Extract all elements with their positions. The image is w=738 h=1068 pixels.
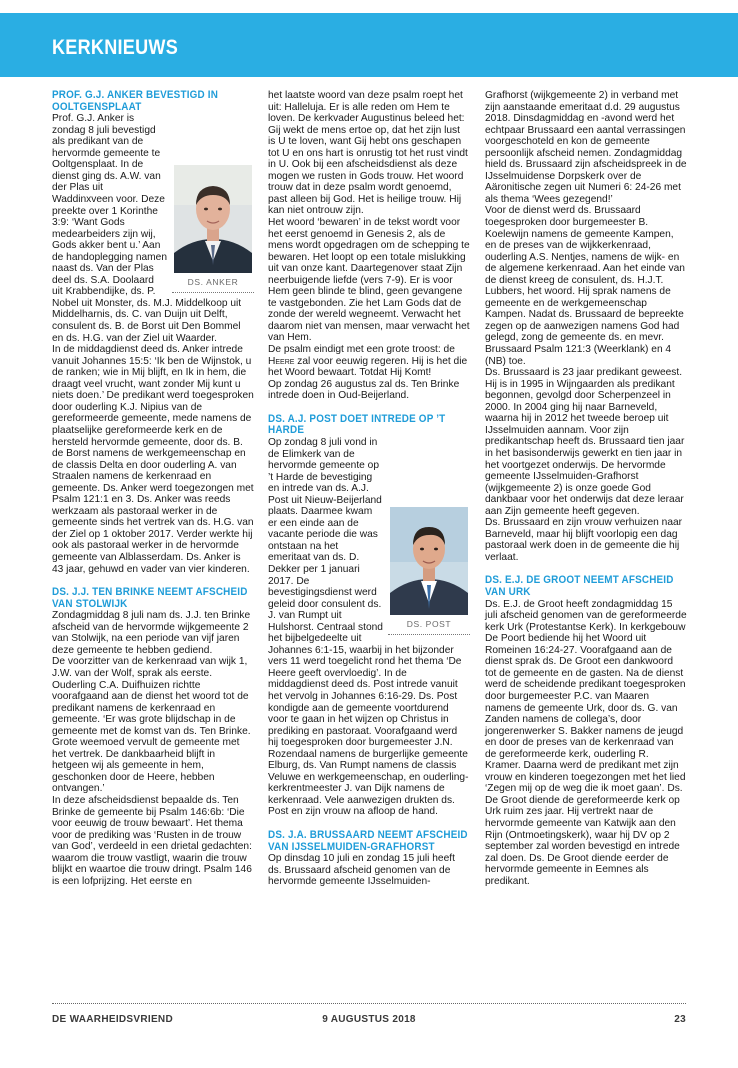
portrait-post-image [390, 507, 468, 615]
article-tenbrinke-paragraph-3b: het laatste woord van deze psalm roept het uit: Halleluja. Er is alle reden om Hem te loven. De kerkvader Augustinus beleed het: Gij wekt de mens ertoe op, dat het zijn lust is U te loven, want Gij hebt ons geschapen tot U en ons hart is onrustig tot het rust vindt in U. Ook bij een afscheidsdienst als deze mogen we rusten in Gods trouw. Het woord trouw dat in deze psalm wordt genoemd, past alleen bij God. Het is heilige trouw. Hij kan niet ontrouw zijn. [268, 90, 468, 217]
article-brussaard-paragraph-4: Ds. Brussaard en zijn vrouw verhuizen naar Barneveld, maar hij blijft voorlopig een dag pastoraal werk doen in de gemeente die hij verlaat. [485, 517, 683, 563]
photo-anker [172, 165, 254, 293]
article-brussaard-paragraph-1a: Op dinsdag 10 juli en zondag 15 juli heeft ds. Brussaard afscheid genomen van de hervormde gemeente IJsselmuiden- [268, 853, 455, 888]
article-tenbrinke-p5-start: De psalm eindigt met een grote troost: de [268, 344, 455, 356]
article-tenbrinke-heere: Heere [268, 355, 295, 367]
article-heading-degroot: DS. E.J. DE GROOT NEEMT AFSCHEID VAN URK [485, 574, 674, 599]
article-tenbrinke-paragraph-2: De voorzitter van de kerkenraad van wijk 1, J.W. van der Wolf, sprak als eerste. Ouderling C.A. Duifhuizen richtte voorafgaand aan de dienst het woord tot de predikant namens de kerkenraad en gemeente. ‘Er was grote blijdschap in de gemeente met de komst van ds. Ten Brinke. Grote weemoed vervult de gemeente met het vertrek. De dankbaarheid blijft in hetgeen wij als gemeente in hem, geschonken door de Heere, hebben ontvangen.’ [52, 656, 251, 795]
article-anker-paragraph-2: In de middagdienst deed ds. Anker intrede vanuit Johannes 15:5: ‘Ik ben de Wijnstok, u de ranken; wie in Mij blijft, en Ik in hem, die draagt veel vrucht, want zonder Mij kunt u niets doen.’ De predikant werd toegesproken door ouderling K.J. Nipius van de gereformeerde gemeente, mede namens de plaatselijke gereformeerde kerk en de hersteld hervormde gemeente, door ds. B. de Borst namens de werkgemeenschap en de classis Delta en door ouderling A. van Straalen namens de kerkenraad en gemeente. Ds. Anker werd toegezongen met Psalm 121:1 en 3. Ds. Anker was reeds werkzaam als pastoraal werker in de gemeente sinds het vertrek van ds. H.G. van der Ziel op 1 oktober 2017. Verder werkte hij ook als pastoraal werker in de hervormde gemeente van Alblasserdam. Ds. Anker is 43 jaar, gehuwd en vader van vier kinderen. [52, 344, 254, 575]
article-heading-post: DS. A.J. POST DOET INTREDE OP ’T HARDE [268, 412, 446, 437]
footer-magazine-name: DE WAARHEIDSVRIEND [52, 1014, 173, 1025]
article-degroot-paragraph-1: Ds. E.J. de Groot heeft zondagmiddag 15 juli afscheid genomen van de gereformeerde kerk Urk (Protestantse Kerk). In kerkgebouw De Poort bediende hij het Woord uit Romeinen 16:24-27. Voorafgaand aan de dienst sprak ds. De Groot een dankwoord tot de gemeente en de gasten. Na de dienst werd de scheidende predikant toegesproken door burgemeester P.C. van Maaren namens de gemeente Urk, door ds. G. van Zanden namens de collega’s, door jongerenwerker S. Bakker namens de jeugd en door de preses van de kerkenraad van de gereformeerde kerk, ouderling R. Kramer. Daarna werd de predikant met zijn vrouw en kinderen toegezongen met het lied ‘Zegen mij op de weg die ik moet gaan’. Ds. De Groot diende de gereformeerde kerk op Urk ruim zes jaar. Hij vertrekt naar de hervormde gemeente van Katwijk aan den Rijn (Ontmoetingskerk), waar hij DV op 2 september zal worden bevestigd en intrede zal doen. Ds. De Groot diende eerder de hervormde gemeente in Eemnes als predikant. [485, 598, 687, 887]
article-tenbrinke-paragraph-3a: In deze afscheidsdienst bepaalde ds. Ten Brinke de gemeente bij Psalm 146:6b: ‘Die voor eeuwig de trouw bewaart’. Het thema voor de prediking was ‘Rusten in de trouw van God’, verdeeld in een drietal gedachten: waarom die trouw vastligt, waarin die trouw blijkt en waartoe die trouw dringt. Psalm 146 is een lofprijzing. Het eerste en [52, 795, 252, 887]
footer-page-number: 23 [674, 1014, 686, 1025]
photo-caption-post: DS. POST [388, 615, 470, 635]
article-brussaard-paragraph-3: Ds. Brussaard is 23 jaar predikant geweest. Hij is in 1995 in Wijngaarden als predikant begonnen, gevolgd door Scherpenzeel in 2000. In 2004 ging hij naar Barneveld, waarna hij in 2012 het tweede beroep uit IJsselmuiden aannam. Voor zijn predikantschap heeft ds. Brussaard tien jaar in het basisonderwijs gewerkt en tien jaar in het voortgezet onderwijs. De hervormde gemeente IJsselmuiden-Grafhorst (wijkgemeente 2) is onze goede God dankbaar voor het onderwijs dat deze leraar aan Zijn gemeente heeft gegeven. [485, 367, 685, 517]
photo-caption-anker: DS. ANKER [172, 273, 254, 293]
section-title: KERKNIEUWS [52, 36, 179, 59]
portrait-anker-image [174, 165, 252, 273]
article-tenbrinke-paragraph-4: Het woord ‘bewaren’ in de tekst wordt voor het eerst genoemd in Genesis 2, als de mens wordt opgedragen om de schepping te bewaren. Het loopt op een totale mislukking uit van onze kant. Daartegenover staat Zijn neerbuigende liefde (vers 7-9). Er is voor Hem geen blinde te blind, geen gevangene te vastgebonden. Zie het Lam Gods dat de zonde der wereld wegneemt. Verwacht het daarom niet van mensen, maar verwacht het van Hem. [268, 217, 470, 344]
article-anker-paragraph-1: Prof. G.J. Anker is zondag 8 juli bevestigd als predikant van de hervormde gemeente te Ooltgensplaat. In de dienst ging ds. A.W. van der Plas uit Waddinxveen voor. Deze preekte over 1 Korinthe 3:9: ‘Want Gods medearbeiders zijn wij, Gods akker bent u.’ Aan de handoplegging namen naast ds. Van der Plas deel ds. S.A. Doolaard uit Krabbendijke, ds. P. Nobel uit Monster, ds. M.J. Middelkoop uit Middelharnis, ds. C. van Duijn uit Delft, consulent ds. B. de Borst uit Den Bommel en ds. H.G. van der Ziel uit Waarder. [52, 113, 242, 344]
article-tenbrinke-paragraph-1: Zondagmiddag 8 juli nam ds. J.J. ten Brinke afscheid van de hervormde wijkgemeente 2 van Stolwijk, na een periode van vijf jaren deze gemeente te hebben gediend. [52, 610, 251, 656]
article-tenbrinke-paragraph-5 [268, 344, 470, 379]
article-tenbrinke-p5-end: zal voor eeuwig regeren. Hij is het die het Woord bewaart. Totdat Hij Komt! [268, 355, 468, 379]
column-3 [485, 90, 687, 887]
article-heading-brussaard: DS. J.A. BRUSSAARD NEEMT AFSCHEID VAN IJSSELMUIDEN-GRAFHORST [268, 829, 468, 853]
article-post-paragraph-1: Op zondag 8 juli vond in de Elimkerk van de hervormde gemeente op ’t Harde de bevestiging en intrede van ds. A.J. Post uit Nieuw-Beijerland plaats. Daarmee kwam er een einde aan de vacante periode die was ontstaan na het emeritaat van ds. D. Dekker per 1 januari 2017. De bevestigingsdienst werd geleid door consulent ds. J. van Rumpt uit Hulshorst. Centraal stond het bijbelgedeelte uit Johannes 6:1-15, waarbij in het bijzonder vers 11 werd toegelicht rond het thema ‘De Heere geeft overvloedig’. In de middagdienst deed ds. Post intrede vanuit het vervolg in Johannes 6:16-29. Ds. Post kondigde aan de gemeente voortdurend voor te gaan in het wijzen op Christus in prediking en pastoraat. Voorafgaand werd hij toegesproken door burgemeester J.N. Rozendaal namens de burgerlijke gemeente Elburg, ds. Van Rumpt namens de classis Veluwe en werkgemeenschap, en ouderling-kerkrentmeester J. van Dijk namens de kerkenraad. Vele aanwezigen drukten ds. Post en zijn vrouw na afloop de hand. [268, 436, 469, 818]
article-brussaard-paragraph-1b: Grafhorst (wijkgemeente 2) in verband met zijn aanstaande emeritaat d.d. 29 augustus 2018. Dinsdagmiddag en -avond werd het echtpaar Brussaard een aantal verrassingen voorgeschoteld en kon de gemeente persoonlijk afscheid nemen. Zondagmiddag hield ds. Brussaard zijn afscheidspreek in de IJsselmuidense Dorpskerk over de Aäronitische zegen uit Numeri 6: 24-26 met als thema ‘Wees gezegend!’ [485, 90, 687, 205]
footer-divider [52, 1003, 686, 1004]
article-heading-anker: PROF. G.J. ANKER BEVESTIGD IN OOLTGENSPLAAT [52, 89, 219, 113]
photo-post [388, 507, 470, 635]
article-tenbrinke-paragraph-6: Op zondag 26 augustus zal ds. Ten Brinke intrede doen in Oud-Beijerland. [268, 378, 460, 402]
column-1 [52, 89, 254, 887]
footer-date: 9 AUGUSTUS 2018 [322, 1014, 416, 1025]
article-heading-tenbrinke: DS. J.J. TEN BRINKE NEEMT AFSCHEID VAN STOLWIJK [52, 586, 248, 610]
article-brussaard-paragraph-2: Voor de dienst werd ds. Brussaard toegesproken door burgemeester B. Koelewijn namens de gemeente Kampen, en de preses van de wijkkerkenraad, ouderling A.S. Nentjes, namens de wijk- en de algemene kerkenraad. Aan het einde van de dienst kreeg de consulent, ds. H.J.T. Lubbers, het woord. Hij sprak namens de gemeente en de werkgemeenschap Kampen. Nadat ds. Brussaard de bepreekte zegen op de aanwezigen namens God had gelegd, zong de gemeente ds. en mevr. Brussaard Psalm 121:3 (Weerklank) en 4 (NB) toe. [485, 205, 685, 367]
column-2 [268, 90, 470, 888]
